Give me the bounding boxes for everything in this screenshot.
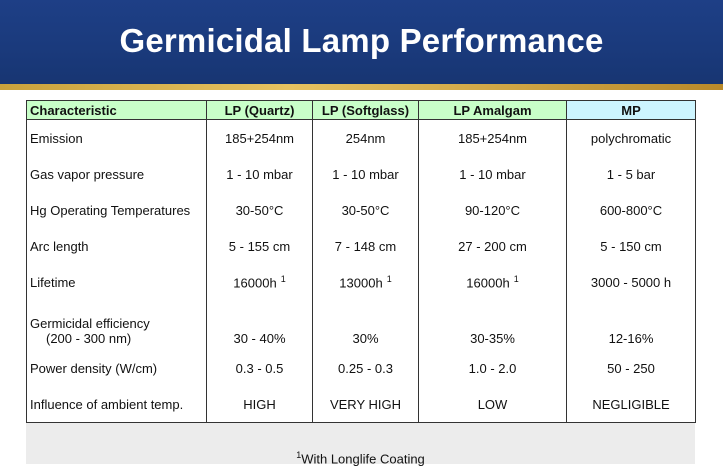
footnote-mark: 1	[280, 273, 286, 284]
table-cell	[313, 264, 419, 300]
table-cell: HIGH	[207, 386, 313, 423]
header-lp-quartz: LP (Quartz)	[207, 101, 313, 120]
table-cell: 90-120°C	[419, 192, 567, 228]
table-cell: VERY HIGH	[313, 386, 419, 423]
row-label: Hg Operating Temperatures	[27, 192, 207, 228]
table-cell: 600-800°C	[567, 192, 696, 228]
table-cell: 3000 - 5000 h	[567, 264, 696, 300]
table-cell: 185+254nm	[419, 120, 567, 157]
row-label: Emission	[27, 120, 207, 157]
table-cell: 1.0 - 2.0	[419, 350, 567, 386]
table-row	[27, 192, 696, 228]
table-cell	[207, 264, 313, 300]
row-sublabel: (200 - 300 nm)	[46, 331, 132, 346]
footnote-mark: 1	[386, 273, 392, 284]
table-cell: 30%	[313, 300, 419, 350]
table-cell: NEGLIGIBLE	[567, 386, 696, 423]
cell-value: 13000h	[339, 275, 383, 291]
table-row	[27, 300, 696, 350]
row-label	[27, 300, 207, 350]
table-cell: 50 - 250	[567, 350, 696, 386]
table-cell: 1 - 10 mbar	[419, 156, 567, 192]
table-cell: 0.3 - 0.5	[207, 350, 313, 386]
footnote-number: 1	[296, 450, 302, 460]
table-cell: 1 - 10 mbar	[207, 156, 313, 192]
table-cell: 1 - 10 mbar	[313, 156, 419, 192]
row-label: Arc length	[27, 228, 207, 264]
row-label: Influence of ambient temp.	[27, 386, 207, 423]
table-cell: 1 - 5 bar	[567, 156, 696, 192]
table-row	[27, 228, 696, 264]
cell-value: 16000h	[466, 275, 510, 291]
table-row	[27, 264, 696, 300]
table-row	[27, 350, 696, 386]
footnote-mark: 1	[513, 273, 519, 284]
table-row	[27, 156, 696, 192]
table-cell: 27 - 200 cm	[419, 228, 567, 264]
header-mp: MP	[567, 101, 696, 120]
cell-value: 16000h	[233, 275, 277, 291]
row-label: Power density (W/cm)	[27, 350, 207, 386]
header-lp-softglass: LP (Softglass)	[313, 101, 419, 120]
slide-title: Germicidal Lamp Performance	[119, 22, 604, 59]
table-cell: 254nm	[313, 120, 419, 157]
row-label: Lifetime	[27, 264, 207, 300]
table-cell: polychromatic	[567, 120, 696, 157]
header-lp-amalgam: LP Amalgam	[419, 101, 567, 120]
banner-accent-stripe	[0, 84, 723, 90]
table-cell: 5 - 155 cm	[207, 228, 313, 264]
table-cell: 30 - 40%	[207, 300, 313, 350]
table-cell: 5 - 150 cm	[567, 228, 696, 264]
table-cell: 185+254nm	[207, 120, 313, 157]
table-cell: 7 - 148 cm	[313, 228, 419, 264]
table-cell: 12-16%	[567, 300, 696, 350]
row-label-main: Germicidal efficiency	[30, 316, 150, 331]
table-row	[27, 120, 696, 157]
header-row	[27, 101, 696, 120]
table-cell: 0.25 - 0.3	[313, 350, 419, 386]
table-row	[27, 386, 696, 423]
footnote-text: With Longlife Coating	[301, 451, 425, 466]
table-cell: 30-35%	[419, 300, 567, 350]
table-cell: 30-50°C	[207, 192, 313, 228]
table-cell	[419, 264, 567, 300]
header-characteristic: Characteristic	[27, 101, 207, 120]
lamp-performance-table	[26, 100, 696, 423]
row-label: Gas vapor pressure	[27, 156, 207, 192]
table-cell: 30-50°C	[313, 192, 419, 228]
table-cell: LOW	[419, 386, 567, 423]
